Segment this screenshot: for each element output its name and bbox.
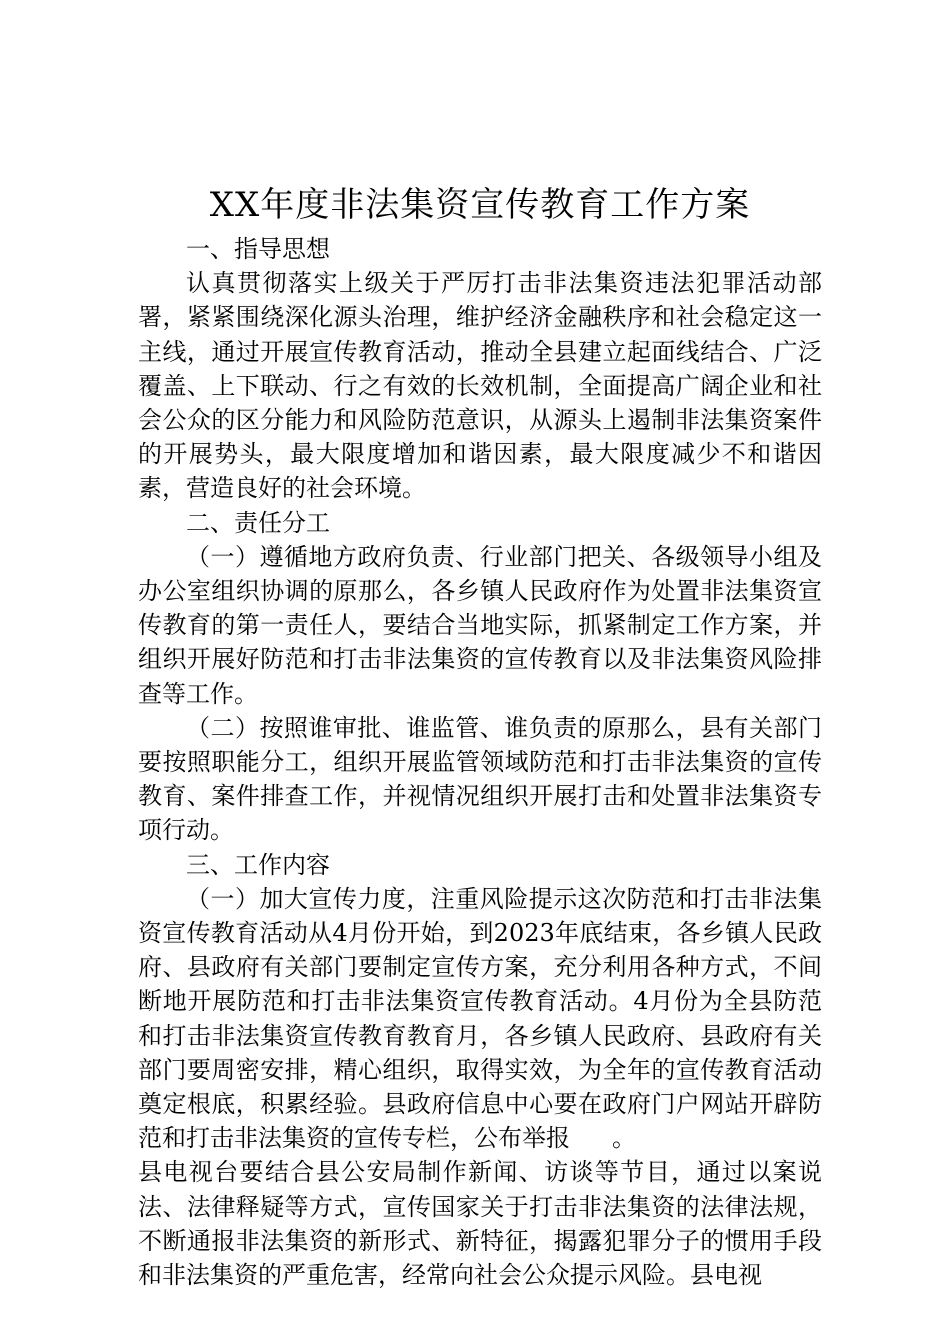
document-title: XX年度非法集资宣传教育工作方案 bbox=[209, 185, 751, 225]
paragraph-responsibility-1: （一）遵循地方政府负责、行业部门把关、各级领导小组及办公室组织协调的原那么，各乡镇人民政府作为处置非法集资宣传教育的第一责任人，要结合当地实际，抓紧制定工作方案，并组织开展好防范和打击非法集资的宣传教育以及非法集资风险排查等工作。 bbox=[138, 542, 822, 708]
document-page bbox=[138, 180, 822, 1292]
paragraph-work-content-1-tail: 。 bbox=[612, 1124, 636, 1153]
section-heading-responsibilities: 二、责任分工 bbox=[186, 508, 330, 537]
paragraph-work-content-2: 县电视台要结合县公安局制作新闻、访谈等节目，通过以案说法、法律释疑等方式，宣传国家关于打击非法集资的法律法规，不断通报非法集资的新形式、新特征，揭露犯罪分子的惯用手段和非法集资的严重危害，经常向社会公众提示风险。县电视 bbox=[138, 1158, 822, 1290]
paragraph-work-content-1-text: （一）加大宣传力度，注重风险提示这次防范和打击非法集资宣传教育活动从4月份开始，到2023年底结束，各乡镇人民政府、县政府有关部门要制定宣传方案，充分利用各种方式，不间断地开展防范和打击非法集资宣传教育活动。4月份为全县防范和打击非法集资宣传教育教育月，各乡镇人民政府、县政府有关部门要周密安排，精心组织，取得实效，为全年的宣传教育活动奠定根底，积累经验。县政府信息中心要在政府门户网站开辟防范和打击非法集资的宣传专栏，公布举报 bbox=[138, 884, 822, 1153]
section-heading-guiding-thought: 一、指导思想 bbox=[186, 235, 330, 263]
paragraph-guiding-thought: 认真贯彻落实上级关于严厉打击非法集资违法犯罪活动部署，紧紧围绕深化源头治理，维护经济金融秩序和社会稳定这一主线，通过开展宣传教育活动，推动全县建立起面线结合、广泛覆盖、上下联动、行之有效的长效机制，全面提高广阔企业和社会公众的区分能力和风险防范意识，从源头上遏制非法集资案件的开展势头，最大限度增加和谐因素，最大限度减少不和谐因素，营造良好的社会环境。 bbox=[138, 269, 822, 503]
paragraph-responsibility-2: （二）按照谁审批、谁监管、谁负责的原那么，县有关部门要按照职能分工，组织开展监管领域防范和打击非法集资的宣传教育、案件排查工作，并视情况组织开展打击和处置非法集资专项行动。 bbox=[138, 713, 822, 845]
section-heading-work-content: 三、工作内容 bbox=[186, 850, 330, 879]
paragraph-work-content-1 bbox=[138, 882, 822, 1156]
